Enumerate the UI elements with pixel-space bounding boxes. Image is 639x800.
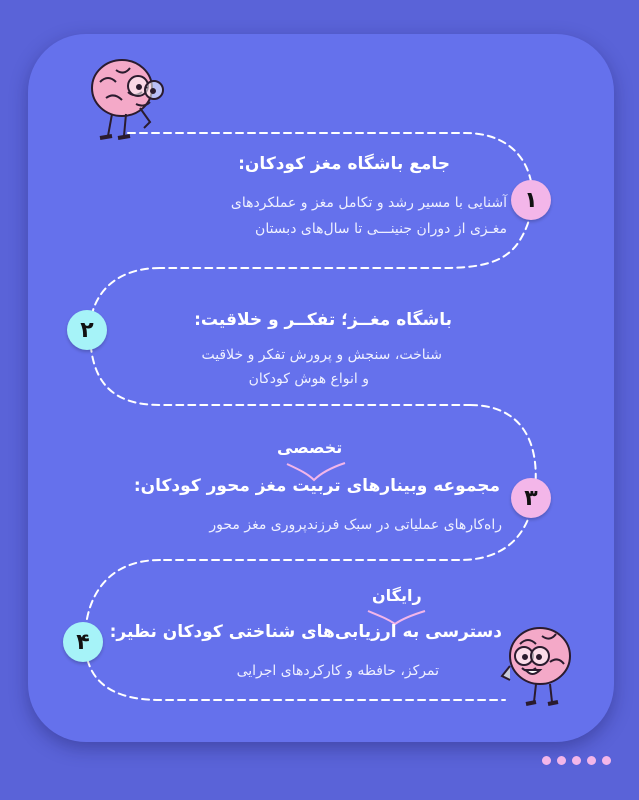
pagination-dot[interactable] <box>557 756 566 765</box>
step-1-desc-line-1: آشنایی با مسیر رشد و تکامل مغز و عملکردهای <box>230 195 507 211</box>
step-4-tag-free: رایگان <box>372 586 422 605</box>
pagination-dot[interactable] <box>587 756 596 765</box>
step-3-number-badge: ۳ <box>511 478 551 518</box>
step-1-desc-line-2: مغـزی از دوران جنینـــی تا سال‌های دبستان <box>255 221 507 237</box>
step-2-desc-line-1: شناخت، سنجش و پرورش تفکر و خلاقیت <box>201 347 442 363</box>
step-3-desc-line-1: راه‌کارهای عملیاتی در سبک فرزندپروری مغز محور <box>209 517 502 533</box>
step-2-title: باشگاه مغــز؛ تفکــر و خلاقیت: <box>194 310 452 330</box>
brain-with-glasses-icon <box>86 52 166 144</box>
step-4-title: دسترسی به ارزیابی‌های شناختی کودکان نظیر: <box>109 622 502 642</box>
step-1-title: جامع باشگاه مغز کودکان: <box>238 154 450 174</box>
pagination-dot[interactable] <box>542 756 551 765</box>
step-4-number-badge: ۴ <box>63 622 103 662</box>
step-3-title: مجموعه وبینارهای تربیت مغز محور کودکان: <box>133 476 500 496</box>
step-2-number-badge: ۲ <box>67 310 107 350</box>
step-3-tag-specialized: تخصصی <box>277 438 343 457</box>
step-2-desc-line-2: و انواع هوش کودکان <box>248 371 369 387</box>
pagination-dot[interactable] <box>602 756 611 765</box>
brain-character-icon <box>496 622 578 710</box>
step-1-number-badge: ۱ <box>511 180 551 220</box>
step-4-desc-line-1: تمرکز، حافظه و کارکردهای اجرایی <box>236 663 439 679</box>
pagination-dots <box>542 756 611 765</box>
pagination-dot[interactable] <box>572 756 581 765</box>
